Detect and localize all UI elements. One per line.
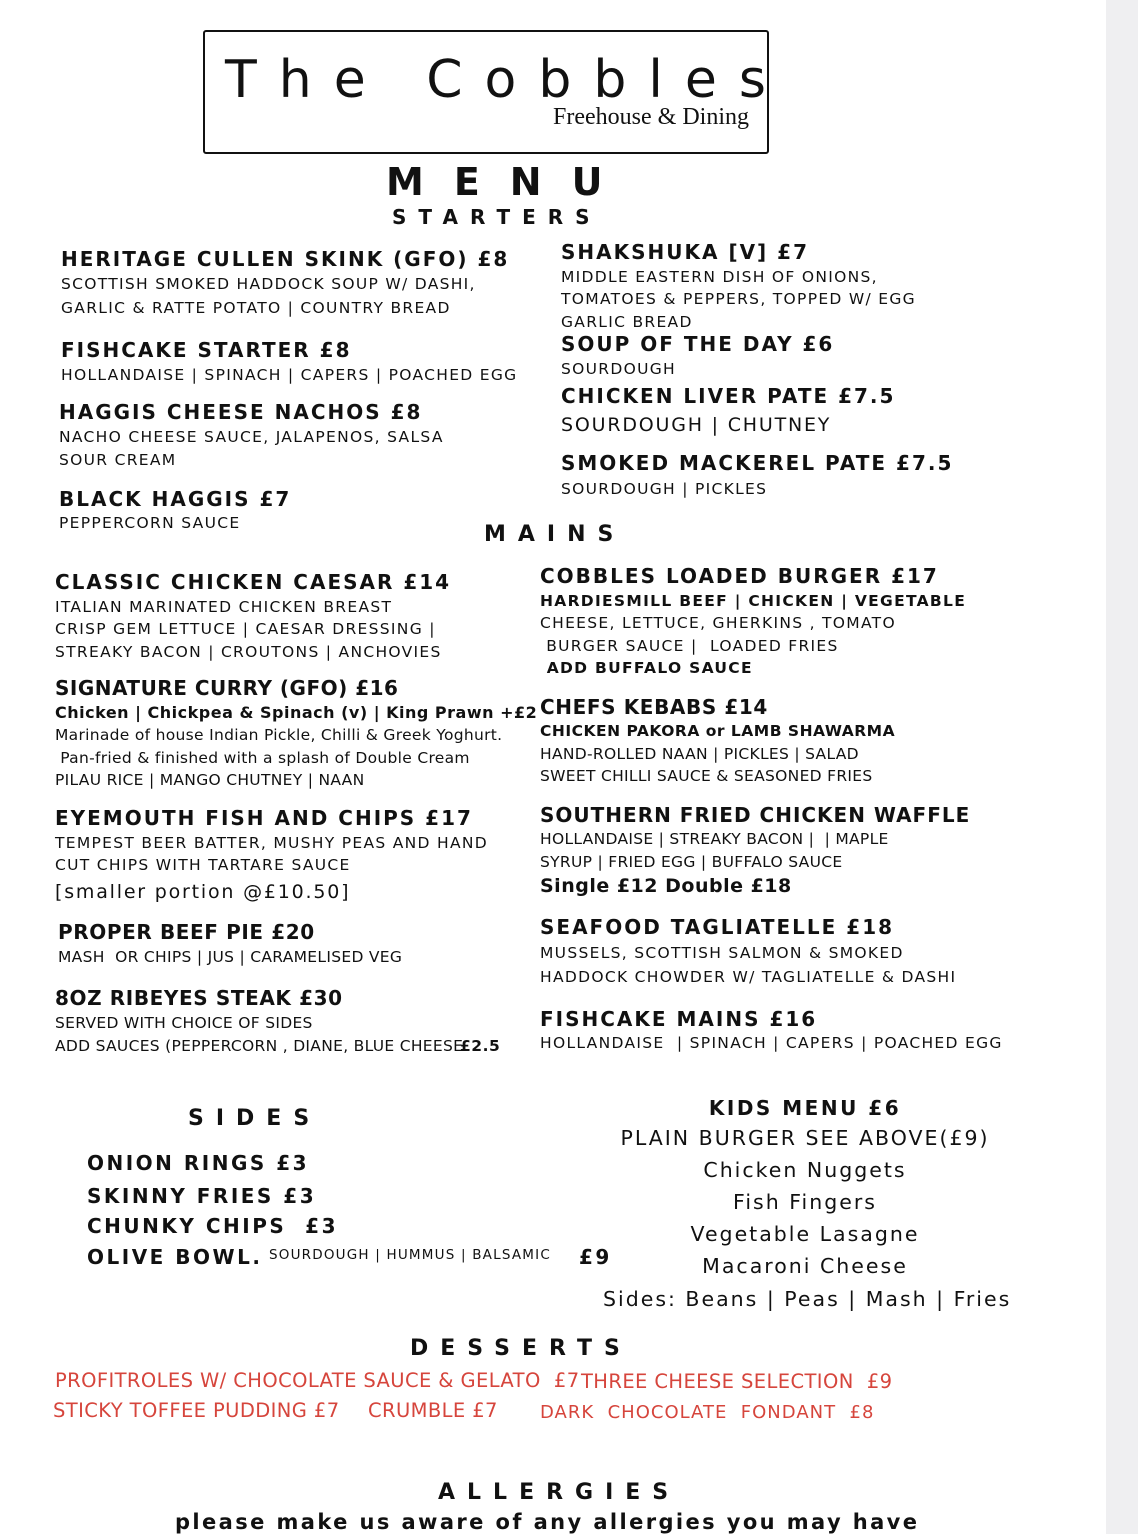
dessert-item: CRUMBLE £7 [368, 1399, 498, 1422]
item-title: CHICKEN LIVER PATE £7.5 [561, 384, 896, 408]
kids-heading: KIDS MENU £6 [708, 1096, 902, 1120]
item-desc: Pan-fried & finished with a splash of Double Cream [55, 749, 470, 767]
item-title: SOUP OF THE DAY £6 [561, 332, 835, 356]
logo [203, 30, 788, 154]
item-desc: CRISP GEM LETTUCE | CAESAR DRESSING | [55, 620, 436, 638]
item-title: BLACK HAGGIS £7 [59, 487, 292, 511]
item-desc: GARLIC & RATTE POTATO | COUNTRY BREAD [61, 299, 451, 317]
dessert-item: STICKY TOFFEE PUDDING £7 [53, 1399, 340, 1422]
mains-heading: MAINS [484, 522, 626, 547]
item-subtitle: CHICKEN PAKORA or LAMB SHAWARMA [540, 722, 896, 740]
item-desc: TOMATOES & PEPPERS, TOPPED W/ EGG [561, 290, 916, 308]
item-subtitle: Chicken | Chickpea & Spinach (v) | King Prawn +£2 [55, 703, 538, 722]
kids-item: PLAIN BURGER SEE ABOVE(£9) [620, 1126, 990, 1150]
dessert-item: DARK CHOCOLATE FONDANT £8 [540, 1402, 875, 1423]
item-title: 8OZ RIBEYES STEAK £30 [55, 986, 343, 1010]
allergies-text: please make us aware of any allergies you may have [175, 1510, 920, 1534]
item-desc: SERVED WITH CHOICE OF SIDES [55, 1014, 313, 1032]
item-desc: GARLIC BREAD [561, 313, 693, 331]
side-item: SKINNY FRIES £3 [87, 1184, 317, 1208]
item-desc: NACHO CHEESE SAUCE, JALAPENOS, SALSA [59, 428, 444, 446]
logo-subtitle: Freehouse & Dining [553, 104, 749, 130]
item-subtitle: ADD BUFFALO SAUCE [540, 659, 753, 677]
sides-heading: SIDES [188, 1106, 322, 1131]
item-title: CHEFS KEBABS £14 [540, 695, 768, 719]
side-item-price: £9 [579, 1245, 612, 1269]
item-note: [smaller portion @£10.50] [55, 881, 351, 903]
item-title: SIGNATURE CURRY (GFO) £16 [55, 676, 399, 700]
item-desc: SOURDOUGH | PICKLES [561, 480, 768, 498]
item-desc: HOLLANDAISE | SPINACH | CAPERS | POACHED EGG [61, 366, 518, 384]
item-desc: TEMPEST BEER BATTER, MUSHY PEAS AND HAND [55, 834, 489, 852]
item-desc: CHEESE, LETTUCE, GHERKINS , TOMATO [540, 614, 896, 632]
kids-item: Chicken Nuggets [703, 1158, 907, 1182]
item-title: SOUTHERN FRIED CHICKEN WAFFLE [540, 803, 971, 827]
item-desc: SCOTTISH SMOKED HADDOCK SOUP W/ DASHI, [61, 275, 476, 293]
kids-item: Macaroni Cheese [702, 1254, 908, 1278]
item-desc: ITALIAN MARINATED CHICKEN BREAST [55, 598, 393, 616]
item-desc: PEPPERCORN SAUCE [59, 514, 241, 532]
item-desc: SOURDOUGH [561, 360, 677, 378]
item-desc: HAND-ROLLED NAAN | PICKLES | SALAD [540, 745, 859, 763]
item-desc: PILAU RICE | MANGO CHUTNEY | NAAN [55, 771, 365, 789]
item-desc: HOLLANDAISE | STREAKY BACON | | MAPLE [540, 830, 889, 848]
item-price: £2.5 [460, 1037, 501, 1055]
item-desc: ADD SAUCES (PEPPERCORN , DIANE, BLUE CHEESE [55, 1037, 464, 1055]
item-subtitle: Single £12 Double £18 [540, 875, 792, 897]
item-desc: HOLLANDAISE | SPINACH | CAPERS | POACHED EGG [540, 1034, 1003, 1052]
side-item: ONION RINGS £3 [87, 1151, 310, 1175]
item-title: PROPER BEEF PIE £20 [58, 920, 315, 944]
item-desc: MIDDLE EASTERN DISH OF ONIONS, [561, 268, 878, 286]
item-desc: SWEET CHILLI SAUCE & SEASONED FRIES [540, 767, 873, 785]
item-desc: STREAKY BACON | CROUTONS | ANCHOVIES [55, 643, 442, 661]
allergies-heading: ALLERGIES [438, 1480, 681, 1505]
item-title: EYEMOUTH FISH AND CHIPS £17 [55, 806, 473, 830]
page-edge [1106, 0, 1138, 1534]
item-title: CLASSIC CHICKEN CAESAR £14 [55, 570, 452, 594]
logo-title: The Cobbles [225, 50, 788, 110]
desserts-heading: DESSERTS [410, 1336, 632, 1361]
item-title: SHAKSHUKA [V] £7 [561, 240, 809, 264]
side-item: CHUNKY CHIPS £3 [87, 1214, 339, 1238]
item-desc: SOURDOUGH | CHUTNEY [561, 414, 832, 436]
kids-item: Vegetable Lasagne [690, 1222, 920, 1246]
item-desc: HADDOCK CHOWDER W/ TAGLIATELLE & DASHI [540, 968, 957, 986]
item-title: HERITAGE CULLEN SKINK (GFO) £8 [61, 247, 510, 271]
side-item: OLIVE BOWL. [87, 1245, 263, 1269]
dessert-item: PROFITROLES W/ CHOCOLATE SAUCE & GELATO £7 [55, 1369, 580, 1392]
item-desc: CUT CHIPS WITH TARTARE SAUCE [55, 856, 351, 874]
starters-heading: STARTERS [392, 205, 602, 229]
item-desc: Marinade of house Indian Pickle, Chilli & Greek Yoghurt. [55, 726, 503, 744]
item-title: FISHCAKE MAINS £16 [540, 1007, 818, 1031]
item-desc: BURGER SAUCE | LOADED FRIES [540, 637, 839, 655]
item-desc: SYRUP | FRIED EGG | BUFFALO SAUCE [540, 853, 843, 871]
kids-sides: Sides: Beans | Peas | Mash | Fries [603, 1287, 1012, 1311]
menu-heading: MENU [386, 160, 633, 204]
item-title: SEAFOOD TAGLIATELLE £18 [540, 915, 895, 939]
side-item-desc: SOURDOUGH | HUMMUS | BALSAMIC [269, 1247, 551, 1263]
item-title: FISHCAKE STARTER £8 [61, 338, 352, 362]
item-subtitle: HARDIESMILL BEEF | CHICKEN | VEGETABLE [540, 592, 967, 610]
item-desc: MASH OR CHIPS | JUS | CARAMELISED VEG [58, 948, 403, 966]
item-desc: MUSSELS, SCOTTISH SALMON & SMOKED [540, 944, 904, 962]
kids-item: Fish Fingers [733, 1190, 877, 1214]
item-title: COBBLES LOADED BURGER £17 [540, 564, 939, 588]
item-desc: SOUR CREAM [59, 451, 177, 469]
item-title: SMOKED MACKEREL PATE £7.5 [561, 451, 954, 475]
dessert-item: THREE CHEESE SELECTION £9 [581, 1370, 893, 1393]
item-title: HAGGIS CHEESE NACHOS £8 [59, 400, 423, 424]
